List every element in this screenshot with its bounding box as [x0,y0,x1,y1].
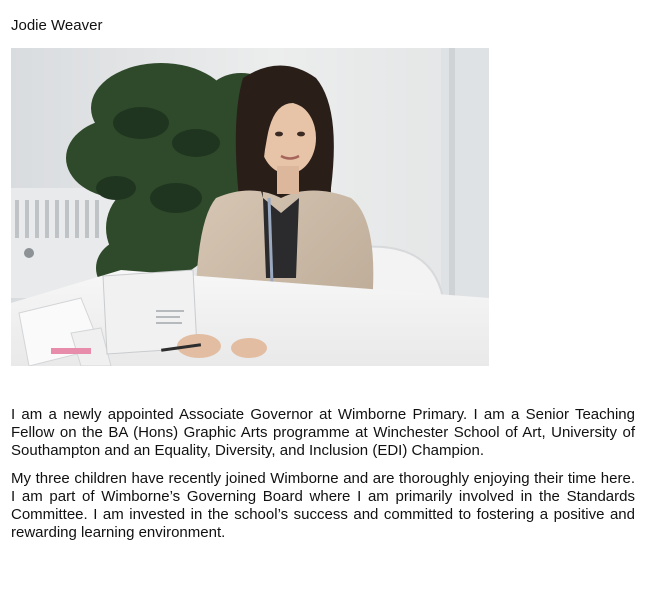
person-name: Jodie Weaver [11,17,103,34]
bio-text [11,406,635,552]
bio-paragraph: I am a newly appointed Associate Governor at Wimborne Primary. I am a Senior Teaching Fellow on the BA (Hons) Graphic Arts programme at Winchester School of Art, University of Southampton and an Equality, Diversity, and Inclusion (EDI) Champion. [11,406,635,459]
bio-paragraph: My three children have recently joined Wimborne and are thoroughly enjoying their time here. I am part of Wimborne’s Governing Board where I am primarily involved in the Standards Committee. I am invested in the school’s success and committed to fostering a positive and rewarding learning environment. [11,470,635,541]
portrait-photo [11,48,489,366]
